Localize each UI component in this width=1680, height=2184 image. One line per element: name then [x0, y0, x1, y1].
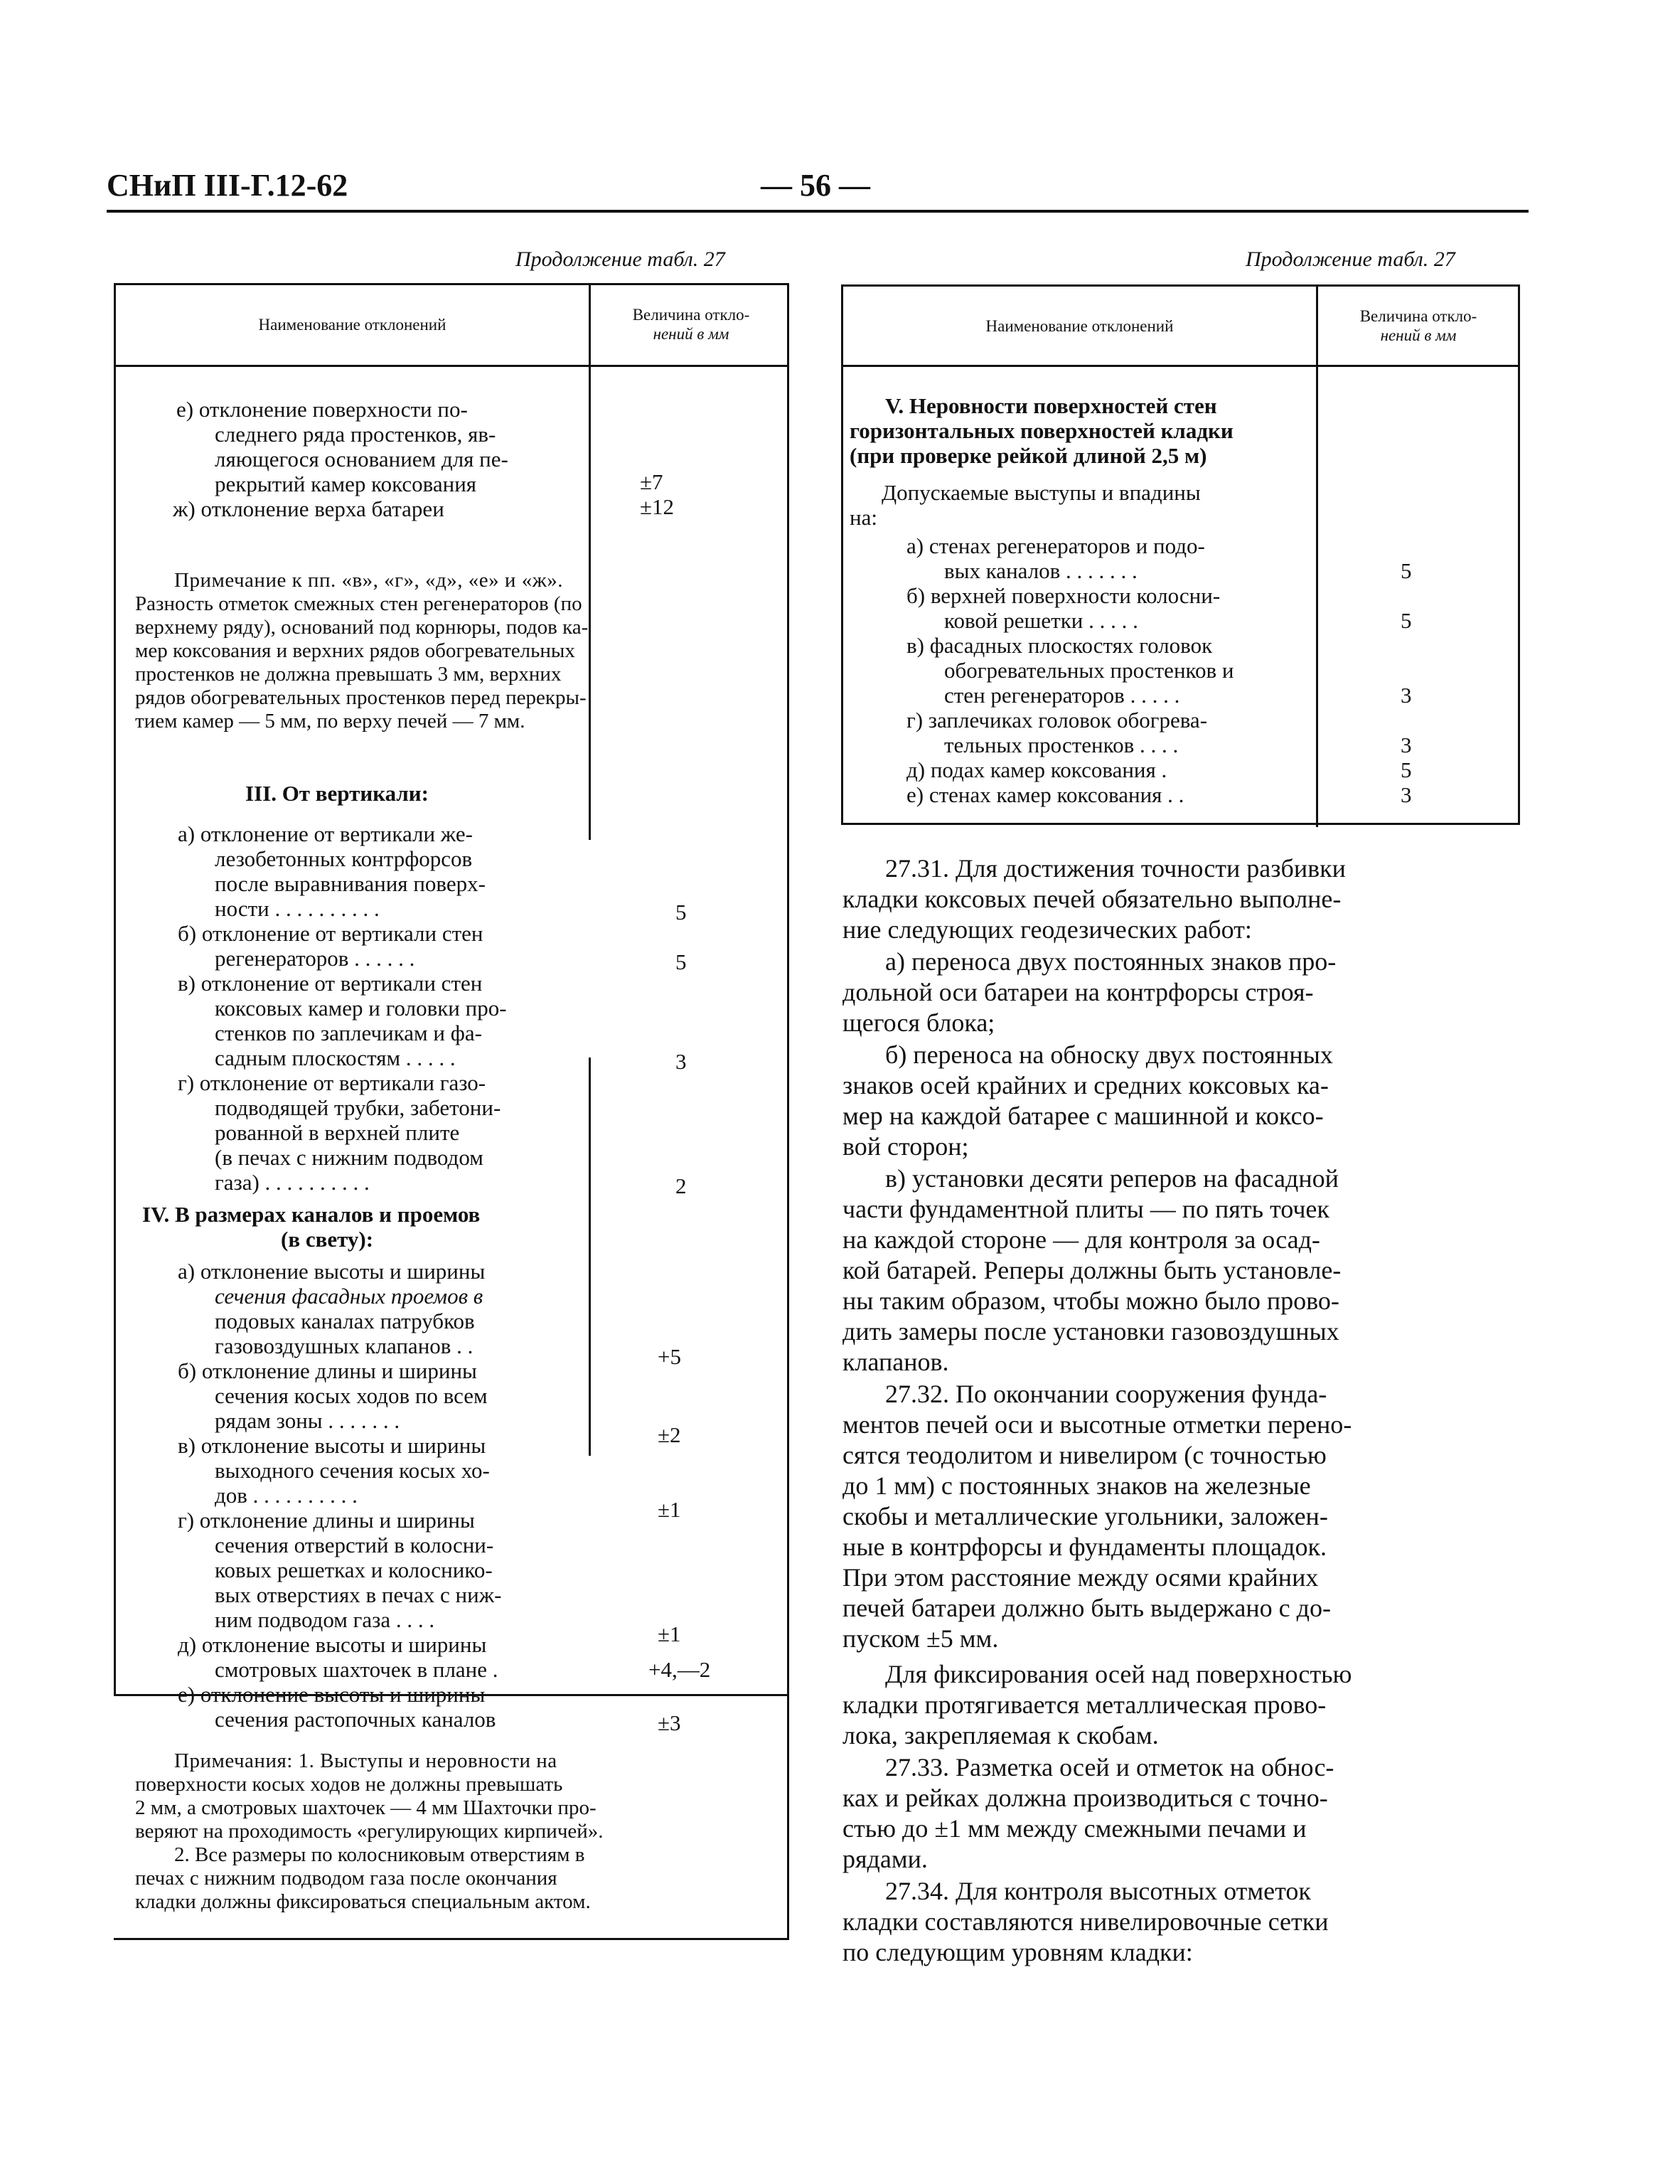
row-text: стен регенераторов . . . . . — [944, 683, 1180, 708]
row-text: ковой решетки . . . . . — [944, 608, 1138, 633]
row-text: ности . . . . . . . . . . — [215, 896, 380, 921]
paragraph-line: вой сторон; — [842, 1132, 969, 1161]
note-line: 2. Все размеры по колосниковым отверстиям в — [174, 1843, 585, 1866]
paragraph-line: ках и рейках должна производиться с точно- — [842, 1784, 1328, 1812]
row-text: в) отклонение высоты и ширины — [178, 1433, 486, 1458]
row-text: ним подводом газа . . . . — [215, 1607, 435, 1632]
row-text: обогревательных простенков и — [944, 658, 1234, 683]
value: 3 — [1401, 683, 1412, 708]
row-text: ж) отклонение верха батареи — [173, 496, 444, 521]
section-4-subtitle: (в свету): — [281, 1227, 374, 1252]
paragraph-line: б) переноса на обноску двух постоянных — [885, 1040, 1333, 1069]
note-line: кладки должны фиксироваться специальным актом. — [135, 1890, 591, 1913]
value: 3 — [675, 1049, 687, 1074]
value: 5 — [675, 949, 687, 974]
section-4-title: IV. В размерах каналов и проемов — [142, 1202, 481, 1227]
paragraph-line: печей батареи должно быть выдержано с до- — [842, 1594, 1331, 1622]
row-text: (в печах с нижним подводом — [215, 1145, 483, 1170]
paragraph-line: кладки составляются нивелировочные сетки — [842, 1907, 1329, 1936]
row-text: подовых каналах патрубков — [215, 1309, 475, 1333]
paragraph-line: щегося блока; — [842, 1008, 995, 1037]
row-text: после выравнивания поверх- — [215, 871, 486, 896]
paragraph-line: 27.33. Разметка осей и отметок на обнос- — [885, 1753, 1334, 1781]
row-text: сечения растопочных каналов — [215, 1707, 496, 1732]
row-text: д) подах камер коксования . — [906, 757, 1167, 782]
value: 5 — [1401, 757, 1412, 782]
value: 5 — [1401, 608, 1412, 633]
row-text: г) отклонение от вертикали газо- — [178, 1070, 486, 1095]
right-col-divider — [1316, 287, 1318, 827]
section-3-title: III. От вертикали: — [245, 781, 429, 806]
left-table-caption: Продолжение табл. 27 — [515, 247, 725, 271]
paragraph-line: по следующим уровням кладки: — [842, 1938, 1193, 1966]
paragraph-line: ние следующих геодезических работ: — [842, 915, 1252, 944]
row-text: б) отклонение длины и ширины — [178, 1358, 477, 1383]
paragraph-line: в) установки десяти реперов на фасадной — [885, 1164, 1339, 1193]
row-text: в) отклонение от вертикали стен — [178, 971, 483, 996]
left-col-divider-bottom — [589, 1058, 591, 1456]
row-text: а) стенах регенераторов и подо- — [906, 533, 1205, 558]
row-text: на: — [850, 505, 877, 530]
paragraph-line: клапанов. — [842, 1348, 949, 1376]
note-line: тием камер — 5 мм, по верху печей — 7 мм. — [135, 710, 525, 733]
row-text: сечения отверстий в колосни- — [215, 1533, 494, 1557]
paragraph-line: кладки протягивается металлическая прово- — [842, 1690, 1327, 1719]
row-text: рованной в верхней плите — [215, 1120, 460, 1145]
row-text: садным плоскостям . . . . . — [215, 1045, 456, 1070]
document-code: СНиП III-Г.12-62 — [107, 168, 348, 203]
paragraph-line: 27.34. Для контроля высотных отметок — [885, 1877, 1311, 1905]
row-text: Допускаемые выступы и впадины — [882, 480, 1201, 505]
value: 5 — [1401, 558, 1412, 583]
paragraph-line: части фундаментной плиты — по пять точек — [842, 1195, 1329, 1223]
note-line: Примечание к пп. «в», «г», «д», «е» и «ж». — [174, 569, 563, 592]
row-text: рядам зоны . . . . . . . — [215, 1408, 400, 1433]
paragraph-line: пуском ±5 мм. — [842, 1624, 999, 1653]
value-e: ±7 — [640, 469, 663, 494]
left-table-right-border — [787, 283, 789, 1940]
row-text: д) отклонение высоты и ширины — [178, 1632, 487, 1657]
note-line: Разность отметок смежных стен регенераторов (по — [135, 592, 582, 615]
value: 3 — [1401, 733, 1412, 757]
row-text: г) заплечиках головок обогрева- — [906, 708, 1208, 733]
paragraph-line: 27.32. По окончании сооружения фунда- — [885, 1380, 1327, 1408]
row-text: б) верхней поверхности колосни- — [906, 583, 1221, 608]
paragraph-line: лока, закрепляемая к скобам. — [842, 1721, 1159, 1749]
row-text: дов . . . . . . . . . . — [215, 1483, 358, 1508]
note-line: Примечания: 1. Выступы и неровности на — [174, 1749, 557, 1772]
paragraph-line: ны таким образом, чтобы можно было прово- — [842, 1287, 1339, 1315]
row-text: г) отклонение длины и ширины — [178, 1508, 475, 1533]
paragraph-line: а) переноса двух постоянных знаков про- — [885, 947, 1337, 976]
row-text: смотровых шахточек в плане . — [215, 1657, 498, 1682]
note-line: веряют на проходимость «регулирующих кирпичей». — [135, 1820, 604, 1843]
row-text: а) отклонение высоты и ширины — [178, 1259, 486, 1284]
section-5-title: горизонтальных поверхностей кладки — [850, 418, 1234, 443]
value: ±3 — [658, 1710, 681, 1735]
value: ±2 — [658, 1422, 681, 1447]
row-text: е) отклонение поверхности по- — [176, 397, 468, 422]
paragraph-line: рядами. — [842, 1845, 928, 1873]
left-col-divider-top — [589, 367, 591, 840]
row-text: стенков по заплечикам и фа- — [215, 1021, 482, 1045]
value: ±1 — [658, 1621, 681, 1646]
section-5-title: V. Неровности поверхностей стен — [885, 393, 1217, 418]
row-text: а) отклонение от вертикали же- — [178, 821, 473, 846]
row-text: выходного сечения косых хо- — [215, 1458, 490, 1483]
paragraph-line: кой батарей. Реперы должны быть установле- — [842, 1256, 1342, 1284]
value: 2 — [675, 1173, 687, 1198]
note-line: 2 мм, а смотровых шахточек — 4 мм Шахточки про- — [135, 1796, 596, 1819]
section-5-title: (при проверке рейкой длиной 2,5 м) — [850, 443, 1207, 468]
paragraph-line: дольной оси батареи на контрфорсы строя- — [842, 978, 1314, 1006]
paragraph-line: знаков осей крайних и средних коксовых ка- — [842, 1071, 1329, 1099]
row-text: ковых решетках и колоснико- — [215, 1557, 493, 1582]
row-text: вых каналов . . . . . . . — [944, 558, 1138, 583]
value: 3 — [1401, 782, 1412, 807]
row-text: тельных простенков . . . . — [944, 733, 1179, 757]
note-line: простенков не должна превышать 3 мм, верхних — [135, 663, 562, 686]
paragraph-line: ментов печей оси и высотные отметки перено- — [842, 1410, 1352, 1439]
row-text: коксовых камер и головки про- — [215, 996, 507, 1021]
row-text: подводящей трубки, забетони- — [215, 1095, 501, 1120]
left-col-value-header: Величина откло- нений в мм — [632, 306, 750, 343]
note-line: рядов обогревательных простенков перед перекры- — [135, 686, 587, 709]
paragraph-line: При этом расстояние между осями крайних — [842, 1563, 1319, 1592]
paragraph-line: 27.31. Для достижения точности разбивки — [885, 854, 1346, 883]
note-line: мер коксования и верхних рядов обогревательных — [135, 639, 575, 662]
left-col-name-header: Наименование отклонений — [258, 316, 446, 334]
value: ±1 — [658, 1497, 681, 1522]
paragraph-line: дить замеры после установки газовоздушных — [842, 1317, 1339, 1346]
row-text: ляющегося основанием для пе- — [215, 447, 508, 472]
left-header-divider — [589, 285, 591, 365]
left-table-bottom-rule — [114, 1938, 789, 1940]
value-zh: ±12 — [640, 494, 675, 519]
row-text: е) отклонение высоты и ширины — [178, 1682, 486, 1707]
header-rule — [107, 210, 1529, 213]
value: +4,—2 — [648, 1657, 711, 1682]
row-text: е) стенах камер коксования . . — [906, 782, 1184, 807]
row-text: сечения косых ходов по всем — [215, 1383, 488, 1408]
paragraph-line: кладки коксовых печей обязательно выполне- — [842, 885, 1342, 913]
paragraph-line: на каждой стороне — для контроля за осад- — [842, 1225, 1320, 1254]
right-col-value-header: Величина откло- нений в мм — [1359, 307, 1477, 344]
paragraph-line: мер на каждой батарее с машинной и коксо- — [842, 1102, 1324, 1130]
note-line: поверхности косых ходов не должны превышать — [135, 1773, 563, 1796]
right-table-caption: Продолжение табл. 27 — [1246, 247, 1455, 271]
note-line: верхнему ряду), оснований под корнюры, подов ка- — [135, 616, 589, 639]
paragraph-line: скобы и металлические угольники, заложен- — [842, 1502, 1328, 1530]
row-text: вых отверстиях в печах с ниж- — [215, 1582, 502, 1607]
paragraph-line: Для фиксирования осей над поверхностью — [885, 1660, 1352, 1688]
row-text: рекрытий камер коксования — [215, 472, 477, 496]
row-text: лезобетонных контрфорсов — [215, 846, 473, 871]
row-text: регенераторов . . . . . . — [215, 946, 415, 971]
paragraph-line: сятся теодолитом и нивелиром (с точностью — [842, 1441, 1327, 1469]
row-text: б) отклонение от вертикали стен — [178, 921, 483, 946]
row-text: следнего ряда простенков, яв- — [215, 422, 496, 447]
row-text: газовоздушных клапанов . . — [215, 1333, 473, 1358]
paragraph-line: ные в контрфорсы и фундаменты площадок. — [842, 1533, 1327, 1561]
value: +5 — [658, 1344, 681, 1369]
row-text: в) фасадных плоскостях головок — [906, 633, 1213, 658]
note-line: печах с нижним подводом газа после окончания — [135, 1867, 557, 1890]
right-col-name-header: Наименование отклонений — [985, 317, 1174, 335]
value: 5 — [675, 900, 687, 925]
paragraph-line: стью до ±1 мм между смежными печами и — [842, 1814, 1307, 1843]
page-number: — 56 — — [761, 168, 870, 203]
row-text: сечения фасадных проемов в — [215, 1284, 483, 1309]
paragraph-line: до 1 мм) с постоянных знаков на железные — [842, 1471, 1311, 1500]
row-text: газа) . . . . . . . . . . — [215, 1170, 370, 1195]
